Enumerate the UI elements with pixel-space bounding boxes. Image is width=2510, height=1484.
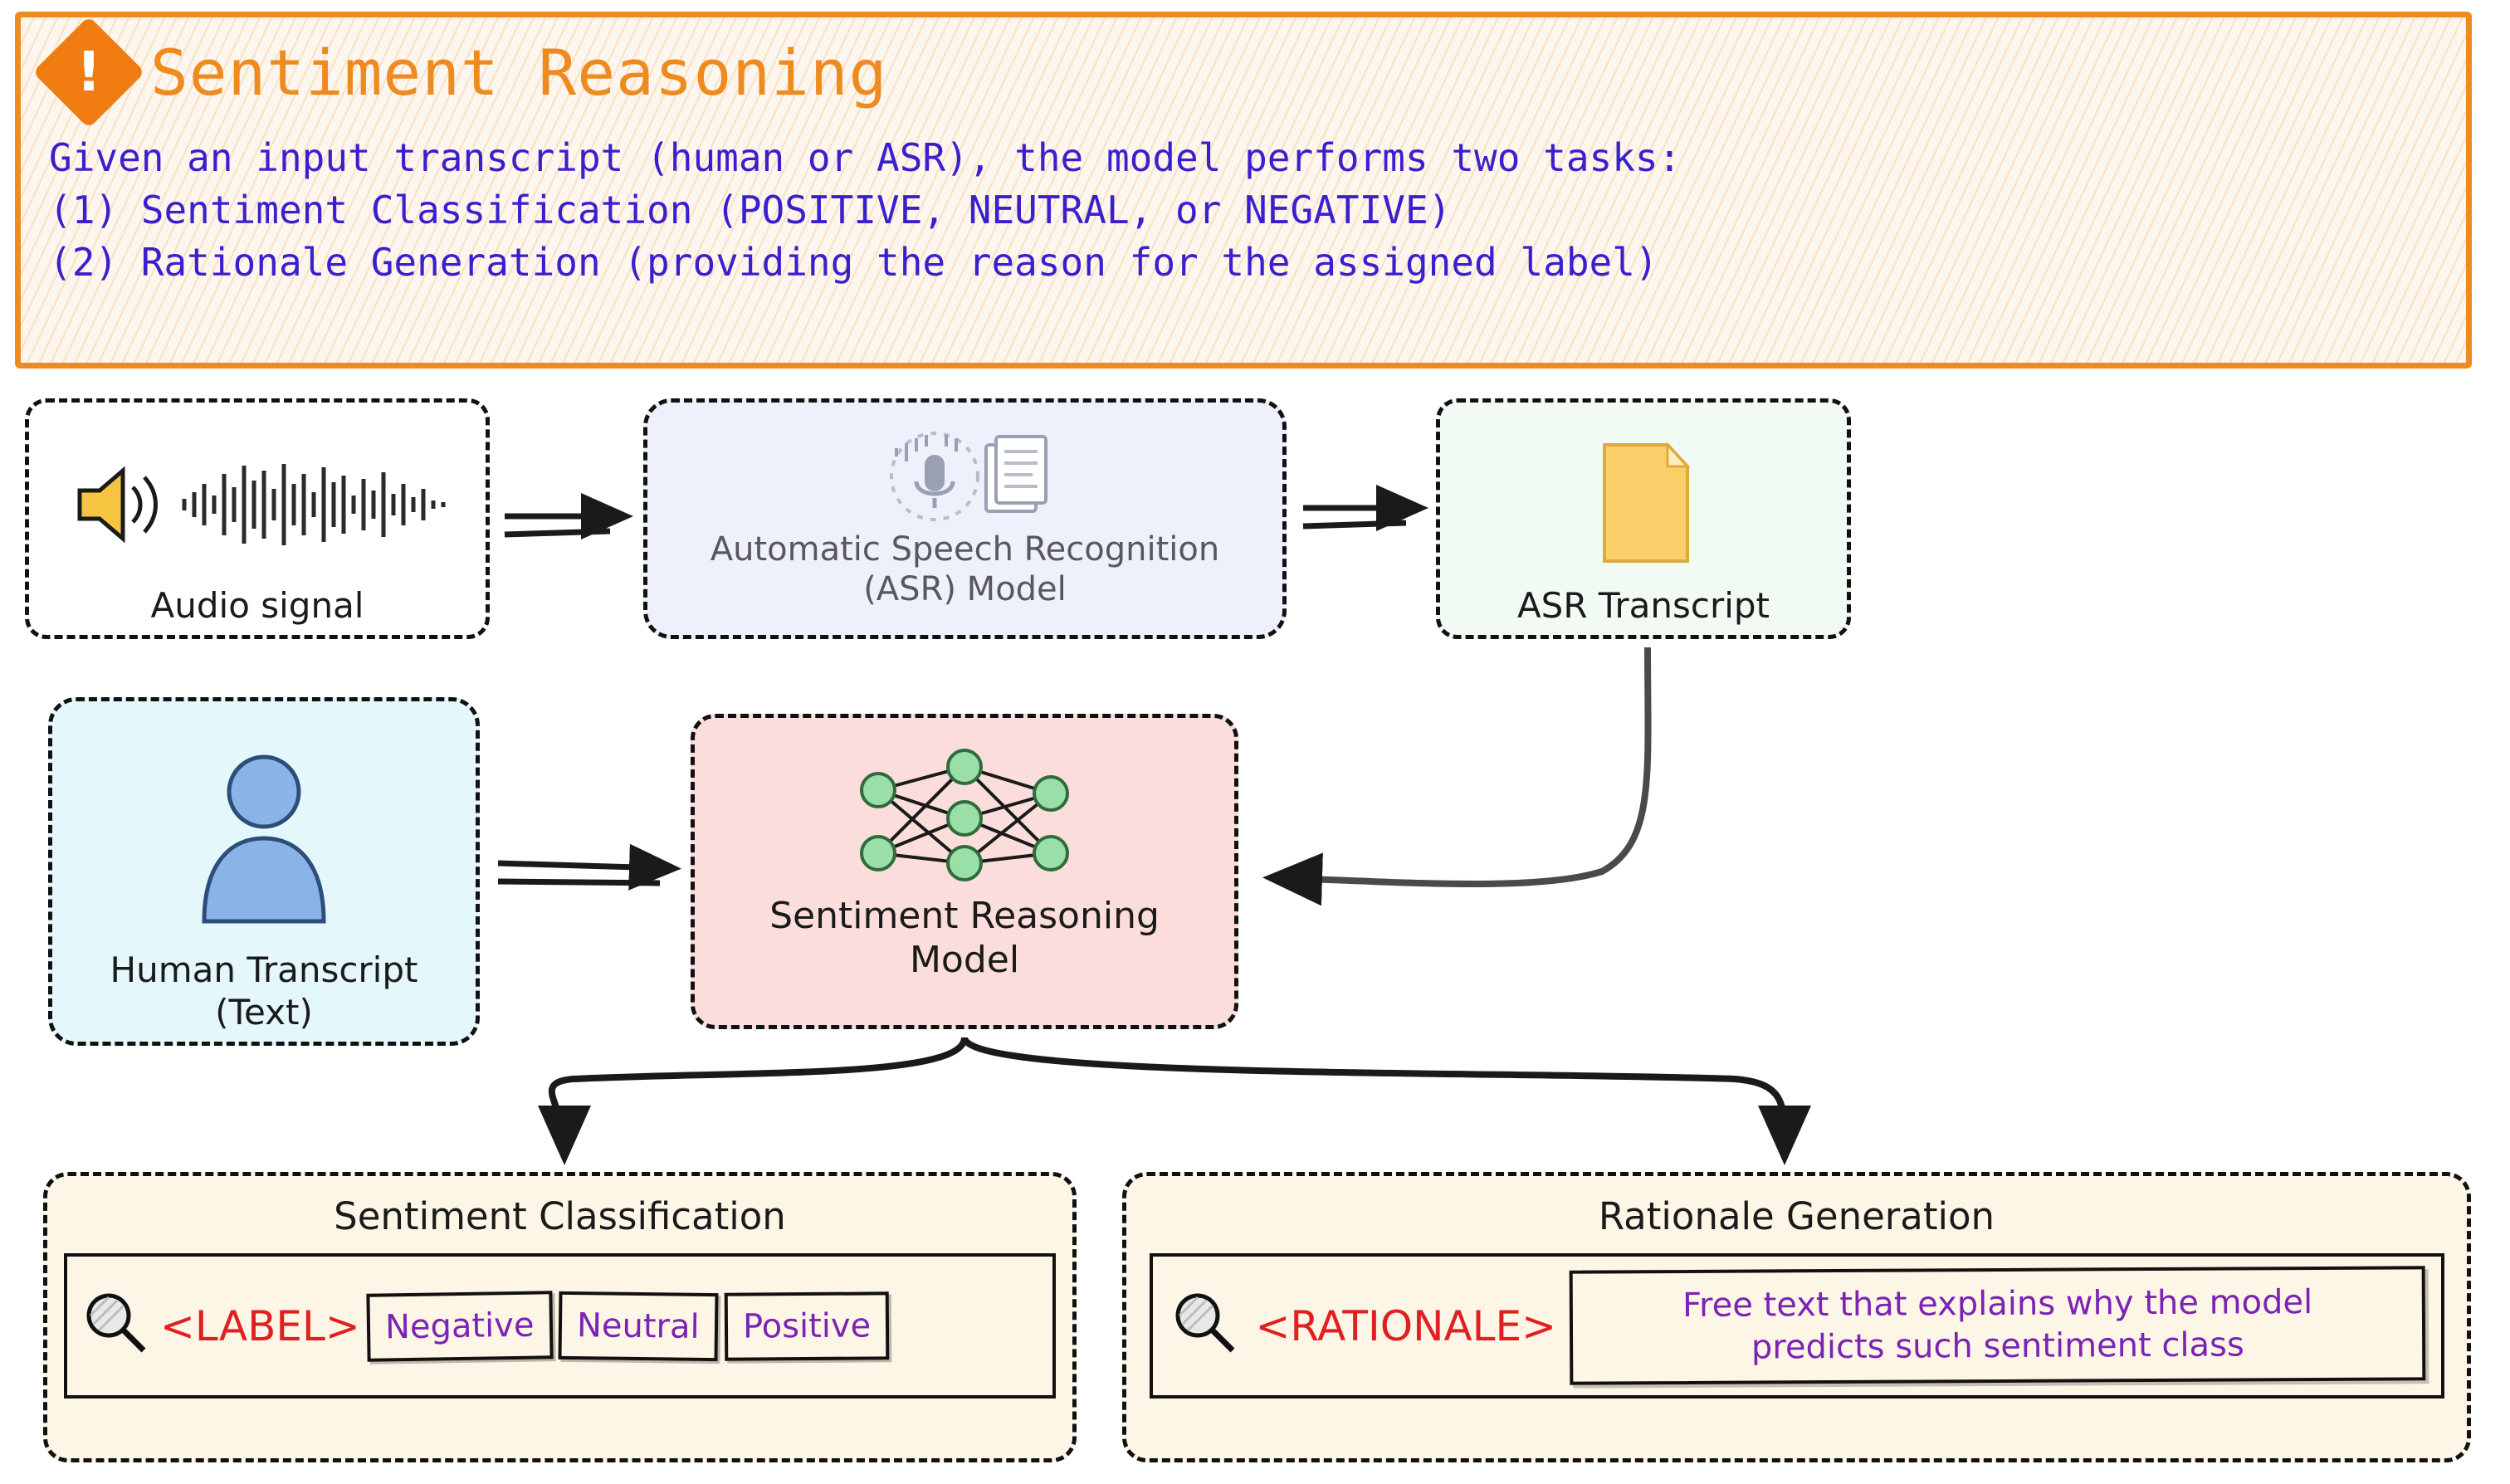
- chip-neutral[interactable]: Neutral: [559, 1291, 719, 1360]
- node-asr-transcript-label: ASR Transcript: [1516, 584, 1770, 626]
- rationale-free-text-line1: Free text that explains why the model: [1682, 1283, 2313, 1325]
- node-asr-model: [643, 398, 1287, 639]
- banner-line-1: Given an input transcript (human or ASR), the model performs two tasks:: [49, 135, 1682, 180]
- output-classification-title: Sentiment Classification: [334, 1194, 786, 1238]
- node-asr-model-label-line1: Automatic Speech Recognition: [710, 530, 1220, 569]
- node-audio-signal-label: Audio signal: [150, 584, 364, 626]
- banner-line-3: (2) Rationale Generation (providing the reason for the assigned label): [49, 240, 1658, 286]
- speaker-waveform-icon: [63, 424, 452, 585]
- node-human-transcript: [48, 697, 480, 1046]
- label-placeholder: <LABEL>: [160, 1301, 360, 1350]
- output-sentiment-classification: [43, 1172, 1077, 1462]
- node-human-transcript-label: [110, 949, 418, 1042]
- header-banner: [15, 12, 2472, 369]
- node-human-transcript-label-line1: Human Transcript: [110, 949, 418, 991]
- node-asr-model-label-line2: (ASR) Model: [863, 570, 1067, 608]
- node-sentiment-reasoning-model: [691, 714, 1238, 1029]
- rationale-field: [1150, 1253, 2444, 1399]
- document-icon: [1581, 421, 1706, 585]
- person-icon: [181, 723, 347, 949]
- node-sentiment-model-label-line1: Sentiment Reasoning: [769, 895, 1160, 938]
- page-title: Sentiment Reasoning: [150, 35, 888, 110]
- rationale-placeholder: <RATIONALE>: [1255, 1301, 1557, 1350]
- banner-title-row: [49, 32, 887, 112]
- chip-negative[interactable]: Negative: [366, 1291, 553, 1362]
- rationale-free-text[interactable]: [1570, 1267, 2426, 1386]
- alert-exclamation: !: [76, 39, 102, 104]
- chip-positive[interactable]: Positive: [725, 1291, 890, 1360]
- alert-diamond-icon: [32, 16, 145, 129]
- node-asr-transcript: [1436, 398, 1851, 639]
- output-rationale-generation: [1122, 1172, 2471, 1462]
- node-sentiment-model-label-line2: Model: [909, 939, 1020, 981]
- banner-description: [49, 132, 1681, 289]
- rationale-free-text-line2: predicts such sentiment class: [1751, 1325, 2244, 1368]
- node-human-transcript-label-line2: (Text): [215, 991, 313, 1032]
- classification-field: [64, 1253, 1056, 1399]
- microphone-document-icon: [870, 427, 1061, 530]
- neural-network-icon: [832, 742, 1097, 895]
- magnifier-icon: [79, 1287, 154, 1365]
- node-audio-signal: [25, 398, 490, 639]
- banner-line-2: (1) Sentiment Classification (POSITIVE, NEUTRAL, or NEGATIVE): [49, 188, 1452, 233]
- node-sentiment-reasoning-model-label: [769, 895, 1160, 1001]
- output-rationale-title: Rationale Generation: [1598, 1194, 1995, 1238]
- node-asr-model-label: [711, 530, 1219, 624]
- magnifier-icon: [1168, 1287, 1243, 1365]
